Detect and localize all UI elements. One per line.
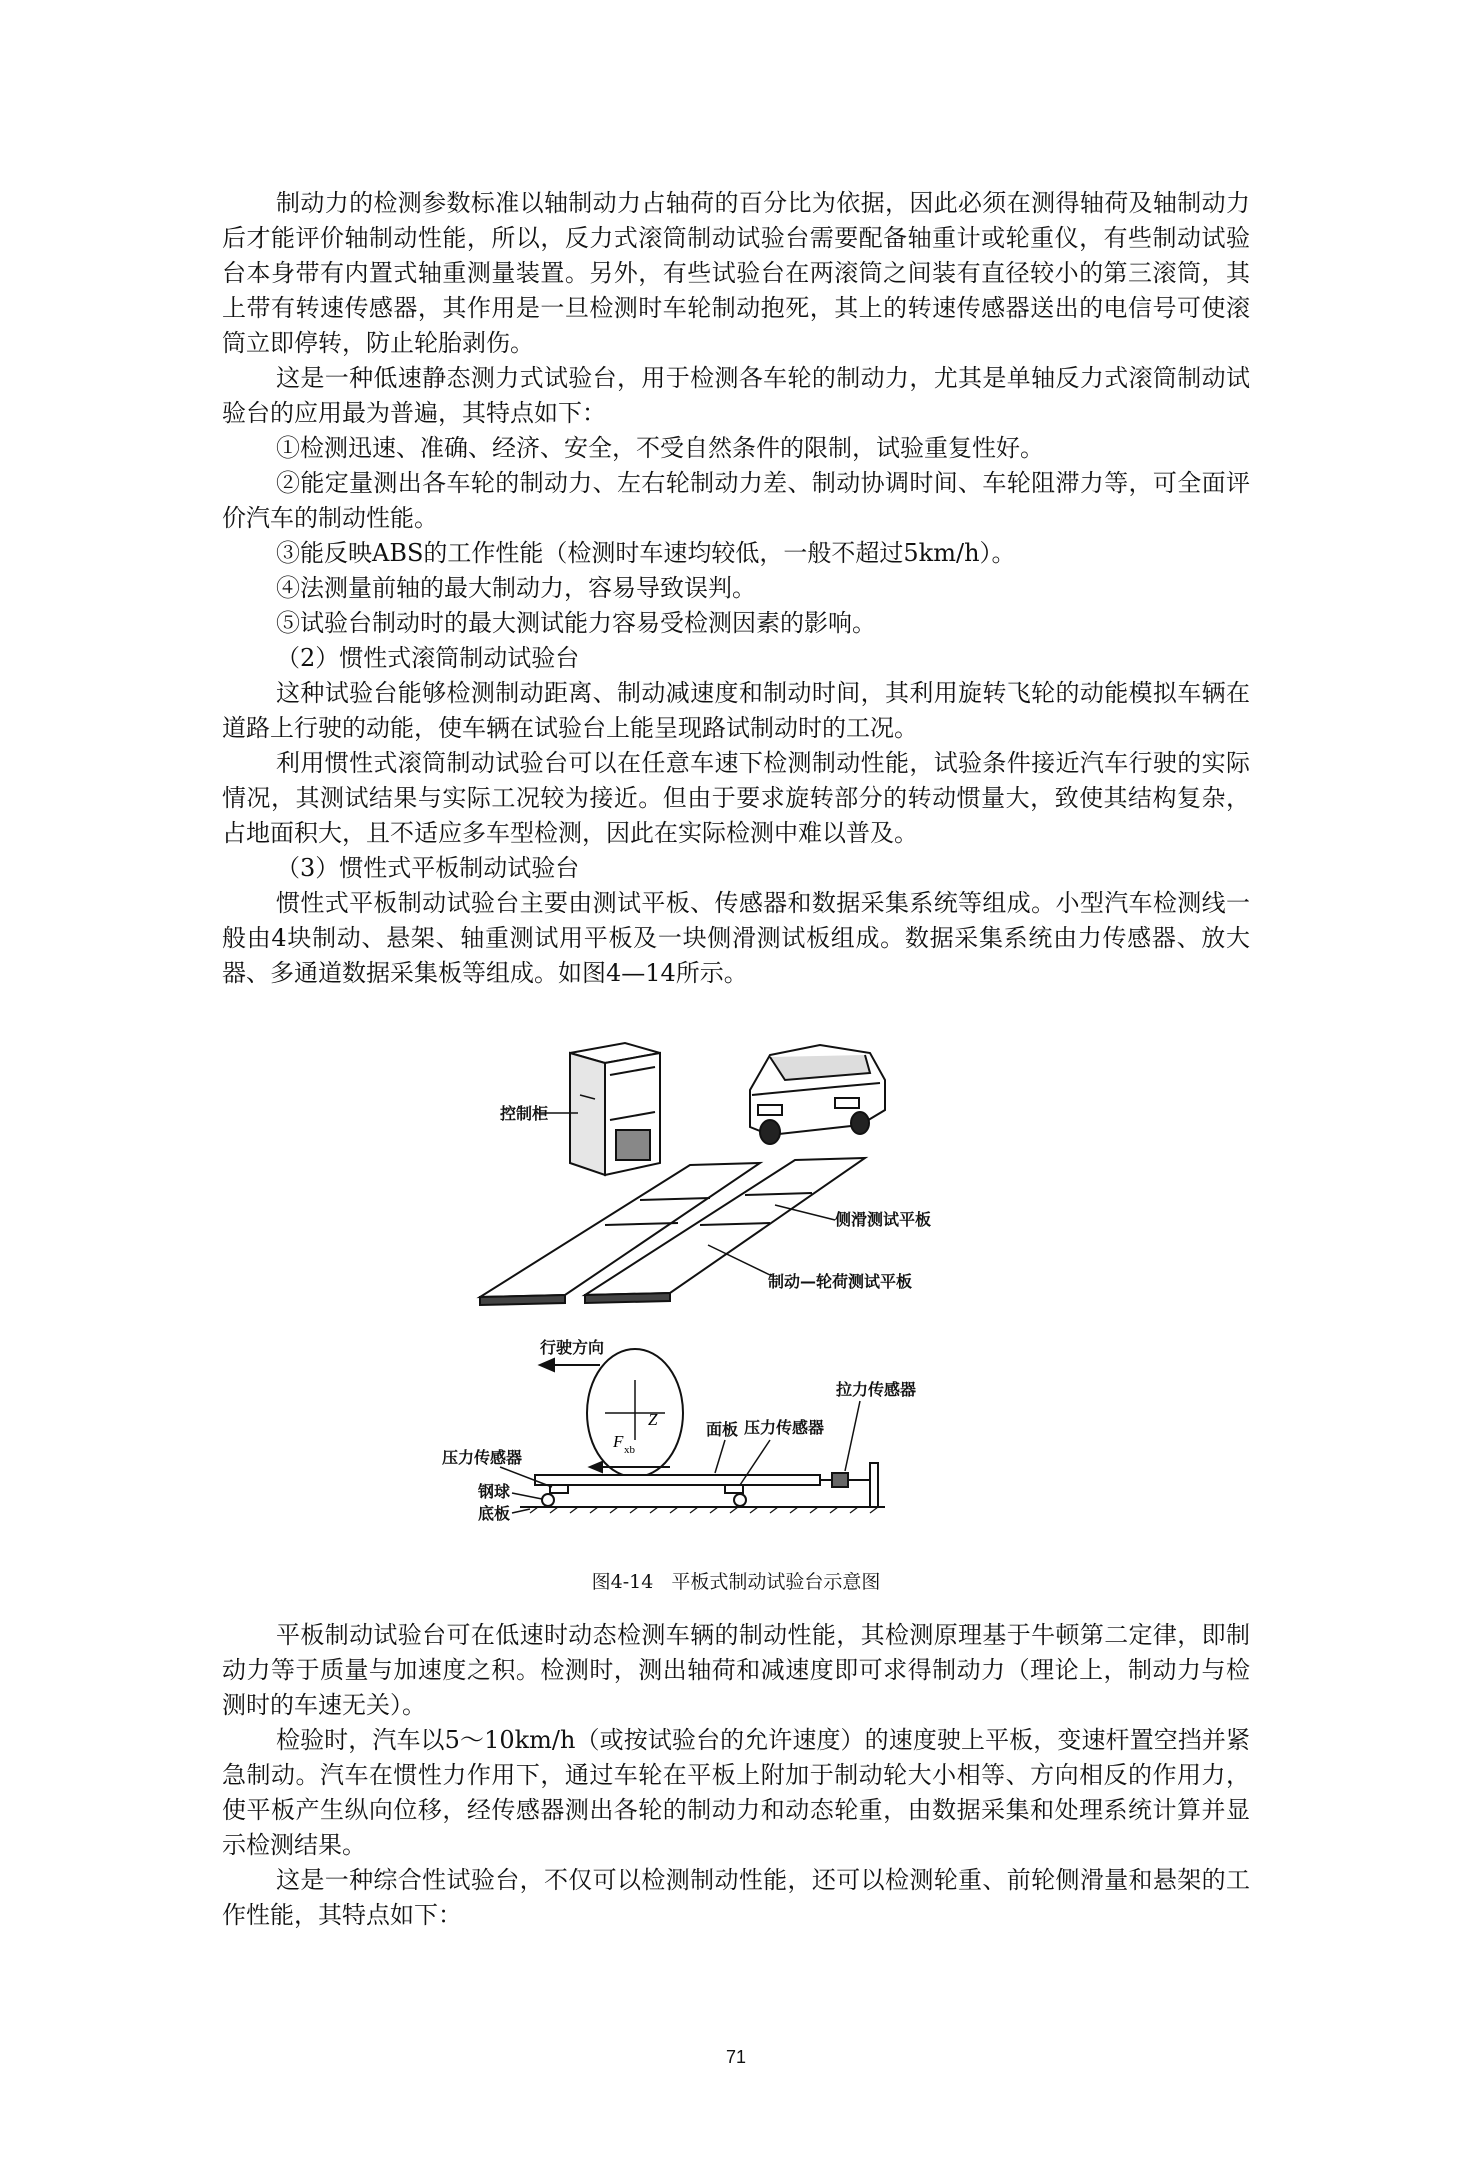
- paragraph-comprehensive-bench: 这是一种综合性试验台，不仅可以检测制动性能，还可以检测轮重、前轮侧滑量和悬架的工作性能，其特点如下：: [222, 1866, 1250, 1929]
- figure-diagram: [440, 1035, 1000, 1565]
- figure-plate-brake-tester: [440, 1035, 1000, 1565]
- label-force-z: Z: [648, 1410, 658, 1429]
- label-side-slip-plate: 侧滑测试平板: [835, 1210, 932, 1229]
- label-driving-direction: 行驶方向: [540, 1338, 605, 1357]
- label-base-plate: 底板: [478, 1504, 511, 1523]
- label-pressure-sensor-left: 压力传感器: [442, 1448, 523, 1467]
- bottom-text-block: [222, 1618, 1250, 1933]
- paragraph-inertia-plate-desc: 惯性式平板制动试验台主要由测试平板、传感器和数据采集系统等组成。小型汽车检测线一般由4块制动、悬架、轴重测试用平板及一块侧滑测试板组成。数据采集系统由力传感器、放大器、多通道数据采集板等组成。如图4—14所示。: [222, 889, 1250, 987]
- page-number: 71: [725, 2047, 747, 2067]
- top-text-block: [222, 186, 1250, 991]
- list-item-feature-4: ④法测量前轴的最大制动力，容易导致误判。: [276, 574, 756, 602]
- section-heading-inertia-roller: （2）惯性式滚筒制动试验台: [276, 644, 580, 672]
- figure-caption-title: 平板式制动试验台示意图: [671, 1571, 881, 1593]
- paragraph-brake-parameters: 制动力的检测参数标准以轴制动力占轴荷的百分比为依据，因此必须在测得轴荷及轴制动力后才能评价轴制动性能，所以，反力式滚筒制动试验台需要配备轴重计或轮重仪，有些制动试验台本身带有内置式轴重测量装置。另外，有些试验台在两滚筒之间装有直径较小的第三滚筒，其上带有转速传感器，其作用是一旦检测时车轮制动抱死，其上的转速传感器送出的电信号可使滚筒立即停转，防止轮胎剥伤。: [222, 189, 1250, 357]
- control-cabinet-drawing: [570, 1043, 660, 1175]
- driving-direction-arrow: [540, 1359, 600, 1371]
- section-heading-inertia-plate: （3）惯性式平板制动试验台: [276, 854, 580, 882]
- label-brake-load-plate: 制动—轮荷测试平板: [768, 1272, 913, 1291]
- label-force-f-subscript: xb: [624, 1444, 635, 1456]
- list-item-feature-3: ③能反映ABS的工作性能（检测时车速均较低，一般不超过5km/h）。: [276, 539, 1016, 567]
- paragraph-inertia-roller-usage: 利用惯性式滚筒制动试验台可以在任意车速下检测制动性能，试验条件接近汽车行驶的实际情况，其测试结果与实际工况较为接近。但由于要求旋转部分的转动惯量大，致使其结构复杂，占地面积大，且不适应多车型检测，因此在实际检测中难以普及。: [222, 749, 1250, 847]
- label-pressure-sensor-right: 压力传感器: [744, 1418, 825, 1437]
- label-control-cabinet: 控制柜: [500, 1104, 549, 1123]
- list-item-feature-5: ⑤试验台制动时的最大测试能力容易受检测因素的影响。: [276, 609, 876, 637]
- plate-assembly-drawing: [520, 1463, 885, 1507]
- figure-caption-number: 图4-14: [591, 1571, 654, 1593]
- label-force-f: F: [613, 1432, 624, 1451]
- label-tension-sensor: 拉力传感器: [836, 1380, 917, 1399]
- paragraph-inspection-procedure: 检验时，汽车以5～10km/h（或按试验台的允许速度）的速度驶上平板，变速杆置空挡并紧急制动。汽车在惯性力作用下，通过车轮在平板上附加于制动轮大小相等、方向相反的作用力，使平板产生纵向位移，经传感器测出各轮的制动力和动态轮重，由数据采集和处理系统计算并显示检测结果。: [222, 1726, 1250, 1859]
- paragraph-inertia-roller-desc: 这种试验台能够检测制动距离、制动减速度和制动时间，其利用旋转飞轮的动能模拟车辆在道路上行驶的动能，使车辆在试验台上能呈现路试制动时的工况。: [222, 679, 1250, 742]
- paragraph-static-test-bench: 这是一种低速静态测力式试验台，用于检测各车轮的制动力，尤其是单轴反力式滚筒制动试验台的应用最为普遍，其特点如下：: [222, 364, 1250, 427]
- label-steel-ball: 钢球: [478, 1482, 511, 1501]
- list-item-feature-2: ②能定量测出各车轮的制动力、左右轮制动力差、制动协调时间、车轮阻滞力等，可全面评价汽车的制动性能。: [222, 469, 1250, 532]
- paragraph-plate-brake-principle: 平板制动试验台可在低速时动态检测车辆的制动性能，其检测原理基于牛顿第二定律，即制动力等于质量与加速度之积。检测时，测出轴荷和减速度即可求得制动力（理论上，制动力与检测时的车速无关）。: [222, 1621, 1250, 1719]
- list-item-feature-1: ①检测迅速、准确、经济、安全，不受自然条件的限制，试验重复性好。: [276, 434, 1044, 462]
- figure-caption: [0, 1567, 1472, 1594]
- car-drawing: [750, 1045, 885, 1144]
- label-face-plate: 面板: [706, 1420, 739, 1439]
